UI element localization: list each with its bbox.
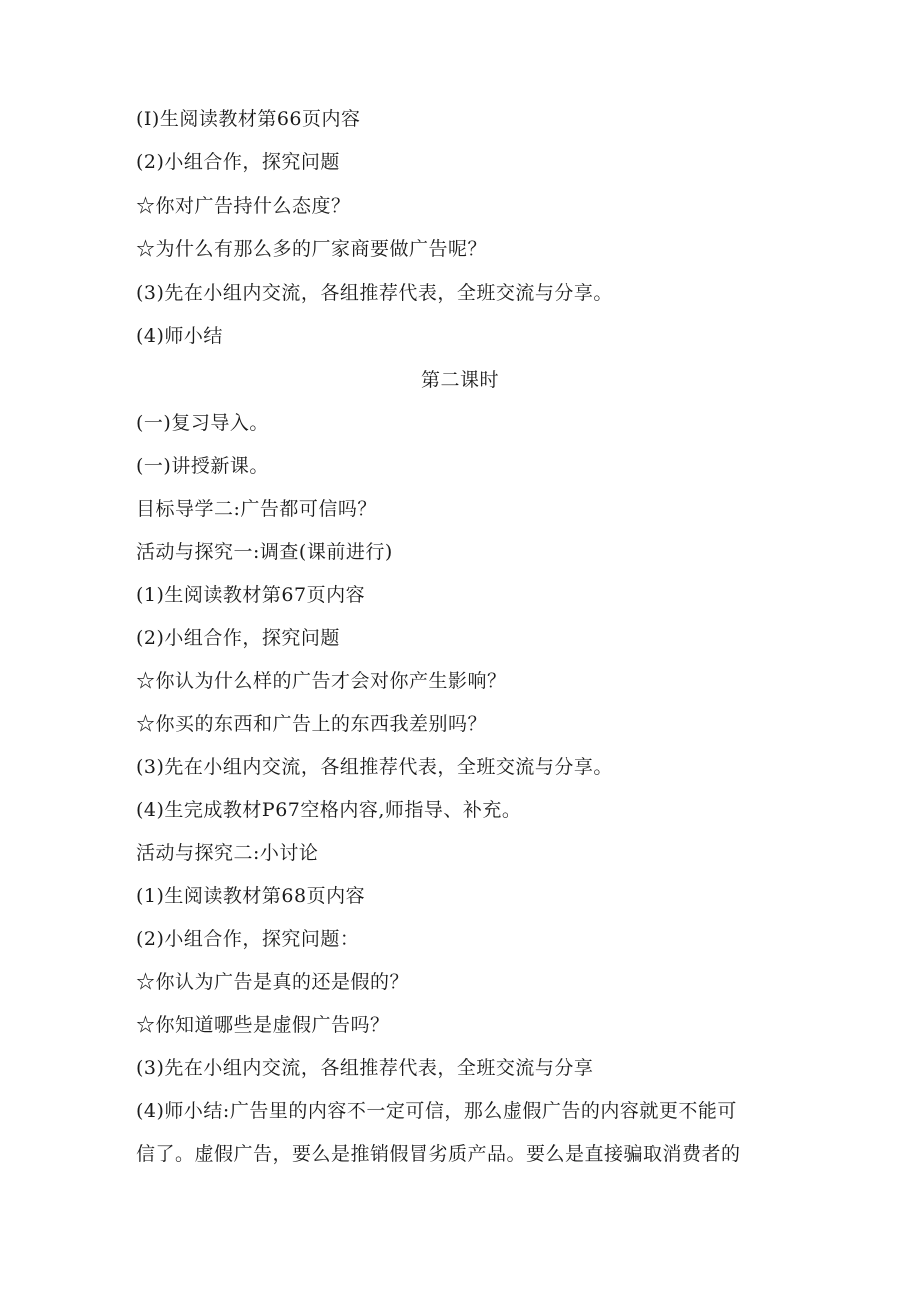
text-line: (3)先在小组内交流，各组推荐代表，全班交流与分享 xyxy=(136,1057,594,1079)
text-line: (一)复习导入。 xyxy=(136,412,269,434)
text-line: (2)小组合作，探究问题 xyxy=(136,627,340,649)
text-line: (4)生完成教材P67空格内容,师指导、补充。 xyxy=(136,799,522,821)
text-line: ☆为什么有那么多的厂家商要做广告呢？ xyxy=(136,238,488,260)
text-line: ☆你认为什么样的广告才会对你产生影响？ xyxy=(136,670,507,692)
text-line: (4)师小结:广告里的内容不一定可信，那么虚假广告的内容就更不能可 xyxy=(136,1100,737,1122)
text-line: (I)生阅读教材第66页内容 xyxy=(136,108,361,130)
text-line: 信了。虚假广告，要么是推销假冒劣质产品。要么是直接骗取消费者的 xyxy=(136,1143,741,1165)
text-line: (1)生阅读教材第67页内容 xyxy=(136,584,366,606)
text-line: ☆你对广告持什么态度？ xyxy=(136,195,351,217)
text-line: (3)先在小组内交流，各组推荐代表，全班交流与分享。 xyxy=(136,282,613,304)
text-line: 目标导学二:广告都可信吗？ xyxy=(136,498,377,520)
text-line: (3)先在小组内交流，各组推荐代表，全班交流与分享。 xyxy=(136,756,613,778)
text-line: ☆你知道哪些是虚假广告吗？ xyxy=(136,1014,390,1036)
section-heading: 第二课时 xyxy=(420,369,499,391)
text-line: ☆你认为广告是真的还是假的？ xyxy=(136,971,410,993)
text-line: (1)生阅读教材第68页内容 xyxy=(136,885,366,907)
text-line: (2)小组合作，探究问题 xyxy=(136,151,340,173)
text-line: ☆你买的东西和广告上的东西我差别吗？ xyxy=(136,713,488,735)
text-line: (4)师小结 xyxy=(136,325,223,347)
text-line: (一)讲授新课。 xyxy=(136,455,269,477)
text-line: 活动与探究二:小讨论 xyxy=(136,842,319,864)
text-line: 活动与探究一:调查(课前进行) xyxy=(136,541,393,563)
text-line: (2)小组合作，探究问题： xyxy=(136,928,360,950)
